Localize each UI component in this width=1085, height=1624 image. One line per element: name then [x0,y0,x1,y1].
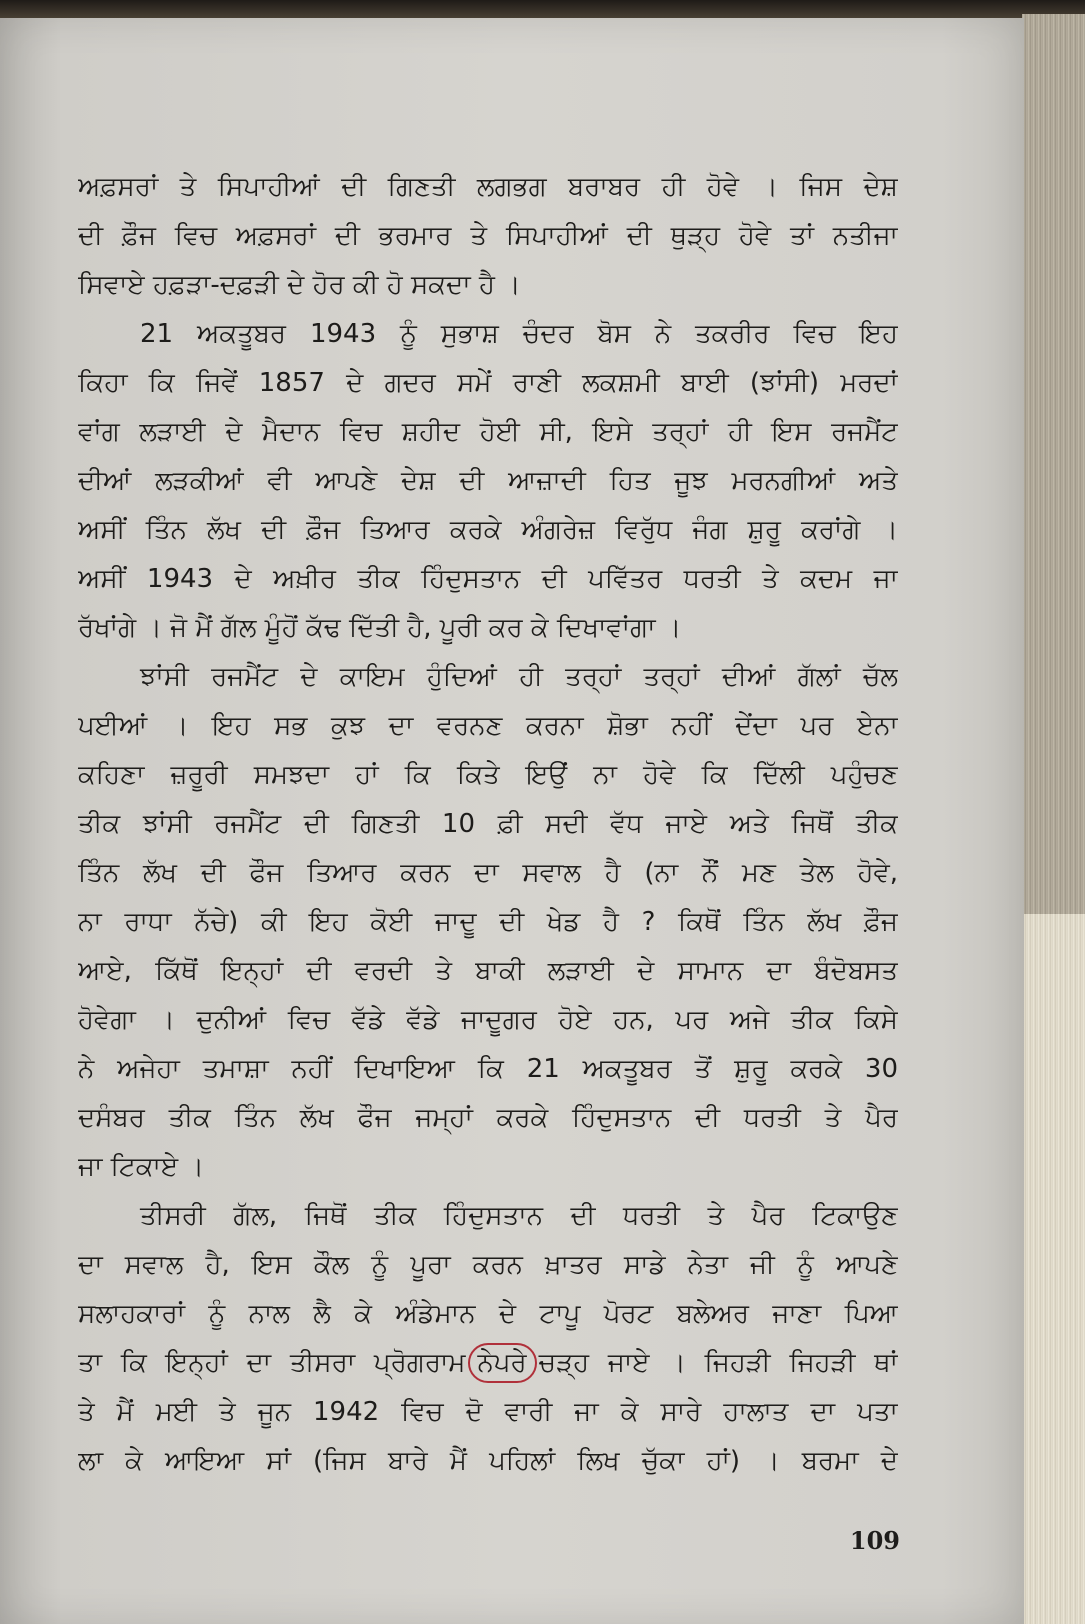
text-line: ਜਾ ਟਿਕਾਏ । [78,1152,204,1182]
text-line: ਦਾ ਸਵਾਲ ਹੈ, ਇਸ ਕੌਲ ਨੂੰ ਪੂਰਾ ਕਰਨ ਖ਼ਾਤਰ ਸਾਡੇ ਨੇਤਾ ਜੀ ਨੂੰ ਆਪਣੇ [78,1250,898,1280]
circled-word: ਨੇਪਰੇ [468,1343,537,1383]
text-line: ਨੇ ਅਜੇਹਾ ਤਮਾਸ਼ਾ ਨਹੀਂ ਦਿਖਾਇਆ ਕਿ 21 ਅਕਤੂਬਰ ਤੋਂ ਸ਼ੁਰੂ ਕਰਕੇ 30 [78,1054,898,1084]
text-line: ਤੀਸਰੀ ਗੱਲ, ਜਿਥੋਂ ਤੀਕ ਹਿੰਦੁਸਤਾਨ ਦੀ ਧਰਤੀ ਤੇ ਪੈਰ ਟਿਕਾਉਣ [140,1201,898,1231]
text-line: ਤੇ ਮੈਂ ਮਈ ਤੇ ਜੂਨ 1942 ਵਿਚ ਦੋ ਵਾਰੀ ਜਾ ਕੇ ਸਾਰੇ ਹਾਲਾਤ ਦਾ ਪਤਾ [78,1397,898,1427]
text-line: ਦੀਆਂ ਲੜਕੀਆਂ ਵੀ ਆਪਣੇ ਦੇਸ਼ ਦੀ ਆਜ਼ਾਦੀ ਹਿਤ ਜੂਝ ਮਰਨਗੀਆਂ ਅਤੇ [78,466,898,496]
text-line: ਸਿਵਾਏ ਹਫ਼ੜਾ-ਦਫ਼ੜੀ ਦੇ ਹੋਰ ਕੀ ਹੋ ਸਕਦਾ ਹੈ । [78,270,521,300]
text-line: ਵਾਂਗ ਲੜਾਈ ਦੇ ਮੈਦਾਨ ਵਿਚ ਸ਼ਹੀਦ ਹੋਈ ਸੀ, ਇਸੇ ਤਰ੍ਹਾਂ ਹੀ ਇਸ ਰਜਮੈਂਟ [78,417,898,447]
text-line: ਦੀ ਫ਼ੌਜ ਵਿਚ ਅਫ਼ਸਰਾਂ ਦੀ ਭਰਮਾਰ ਤੇ ਸਿਪਾਹੀਆਂ ਦੀ ਥੁੜ੍ਹ ਹੋਵੇ ਤਾਂ ਨਤੀਜਾ [78,221,898,251]
text-line: ਅਫ਼ਸਰਾਂ ਤੇ ਸਿਪਾਹੀਆਂ ਦੀ ਗਿਣਤੀ ਲਗਭਗ ਬਰਾਬਰ ਹੀ ਹੋਵੇ । ਜਿਸ ਦੇਸ਼ [78,172,898,202]
text-segment: ਚੜ੍ਹ ਜਾਏ । ਜਿਹੜੀ ਜਿਹੜੀ ਥਾਂ [538,1348,898,1378]
page-fore-edge-shadow [1022,14,1085,914]
text-line: ਹੋਵੇਗਾ । ਦੁਨੀਆਂ ਵਿਚ ਵੱਡੇ ਵੱਡੇ ਜਾਦੂਗਰ ਹੋਏ ਹਨ, ਪਰ ਅਜੇ ਤੀਕ ਕਿਸੇ [78,1005,898,1035]
text-line: ਦਸੰਬਰ ਤੀਕ ਤਿੰਨ ਲੱਖ ਫੌਜ ਜਮ੍ਹਾਂ ਕਰਕੇ ਹਿੰਦੁਸਤਾਨ ਦੀ ਧਰਤੀ ਤੇ ਪੈਰ [78,1103,898,1133]
text-line: ਕਿਹਾ ਕਿ ਜਿਵੇਂ 1857 ਦੇ ਗਦਰ ਸਮੇਂ ਰਾਣੀ ਲਕਸ਼ਮੀ ਬਾਈ (ਝਾਂਸੀ) ਮਰਦਾਂ [78,368,898,398]
text-line: ਰੱਖਾਂਗੇ । ਜੋ ਮੈਂ ਗੱਲ ਮੂੰਹੋਂ ਕੱਢ ਦਿੱਤੀ ਹੈ, ਪੂਰੀ ਕਰ ਕੇ ਦਿਖਾਵਾਂਗਾ । [78,613,682,643]
book-page [0,18,1024,1624]
text-line: ਆਏ, ਕਿੱਥੋਂ ਇਨ੍ਹਾਂ ਦੀ ਵਰਦੀ ਤੇ ਬਾਕੀ ਲੜਾਈ ਦੇ ਸਾਮਾਨ ਦਾ ਬੰਦੋਬਸਤ [78,956,898,986]
body-text [78,163,898,1486]
text-line: ਤਿੰਨ ਲੱਖ ਦੀ ਫੌਜ ਤਿਆਰ ਕਰਨ ਦਾ ਸਵਾਲ ਹੈ (ਨਾ ਨੌਂ ਮਣ ਤੇਲ ਹੋਵੇ, [78,858,898,888]
text-line: ਤੀਕ ਝਾਂਸੀ ਰਜਮੈਂਟ ਦੀ ਗਿਣਤੀ 10 ਫ਼ੀ ਸਦੀ ਵੱਧ ਜਾਏ ਅਤੇ ਜਿਥੋਂ ਤੀਕ [78,809,898,839]
text-segment: ਤਾ ਕਿ ਇਨ੍ਹਾਂ ਦਾ ਤੀਸਰਾ ਪ੍ਰੋਗਰਾਮ [78,1348,466,1378]
text-line: ਸਲਾਹਕਾਰਾਂ ਨੂੰ ਨਾਲ ਲੈ ਕੇ ਅੰਡੇਮਾਨ ਦੇ ਟਾਪੂ ਪੋਰਟ ਬਲੇਅਰ ਜਾਣਾ ਪਿਆ [78,1299,898,1329]
page-number: 109 [849,1526,900,1555]
text-line: ਅਸੀਂ 1943 ਦੇ ਅਖ਼ੀਰ ਤੀਕ ਹਿੰਦੁਸਤਾਨ ਦੀ ਪਵਿੱਤਰ ਧਰਤੀ ਤੇ ਕਦਮ ਜਾ [78,564,898,594]
text-line: ਕਹਿਣਾ ਜ਼ਰੂਰੀ ਸਮਝਦਾ ਹਾਂ ਕਿ ਕਿਤੇ ਇਉਂ ਨਾ ਹੋਵੇ ਕਿ ਦਿੱਲੀ ਪਹੁੰਚਣ [78,760,898,790]
text-line: ਅਸੀਂ ਤਿੰਨ ਲੱਖ ਦੀ ਫ਼ੌਜ ਤਿਆਰ ਕਰਕੇ ਅੰਗਰੇਜ਼ ਵਿਰੁੱਧ ਜੰਗ ਸ਼ੁਰੂ ਕਰਾਂਗੇ । [78,515,898,545]
text-line: 21 ਅਕਤੂਬਰ 1943 ਨੂੰ ਸੁਭਾਸ਼ ਚੰਦਰ ਬੋਸ ਨੇ ਤਕਰੀਰ ਵਿਚ ਇਹ [140,319,898,349]
text-line: ਝਾਂਸੀ ਰਜਮੈਂਟ ਦੇ ਕਾਇਮ ਹੁੰਦਿਆਂ ਹੀ ਤਰ੍ਹਾਂ ਤਰ੍ਹਾਂ ਦੀਆਂ ਗੱਲਾਂ ਚੱਲ [140,662,898,692]
text-line-with-annotation [78,1339,898,1388]
text-line: ਲਾ ਕੇ ਆਇਆ ਸਾਂ (ਜਿਸ ਬਾਰੇ ਮੈਂ ਪਹਿਲਾਂ ਲਿਖ ਚੁੱਕਾ ਹਾਂ) । ਬਰਮਾ ਦੇ [78,1446,898,1476]
text-line: ਪਈਆਂ । ਇਹ ਸਭ ਕੁਝ ਦਾ ਵਰਨਣ ਕਰਨਾ ਸ਼ੋਭਾ ਨਹੀਂ ਦੇਂਦਾ ਪਰ ਏਨਾ [78,711,898,741]
text-line: ਨਾ ਰਾਧਾ ਨੱਚੇ) ਕੀ ਇਹ ਕੋਈ ਜਾਦੂ ਦੀ ਖੇਡ ਹੈ ? ਕਿਥੋਂ ਤਿੰਨ ਲੱਖ ਫ਼ੌਜ [78,907,898,937]
